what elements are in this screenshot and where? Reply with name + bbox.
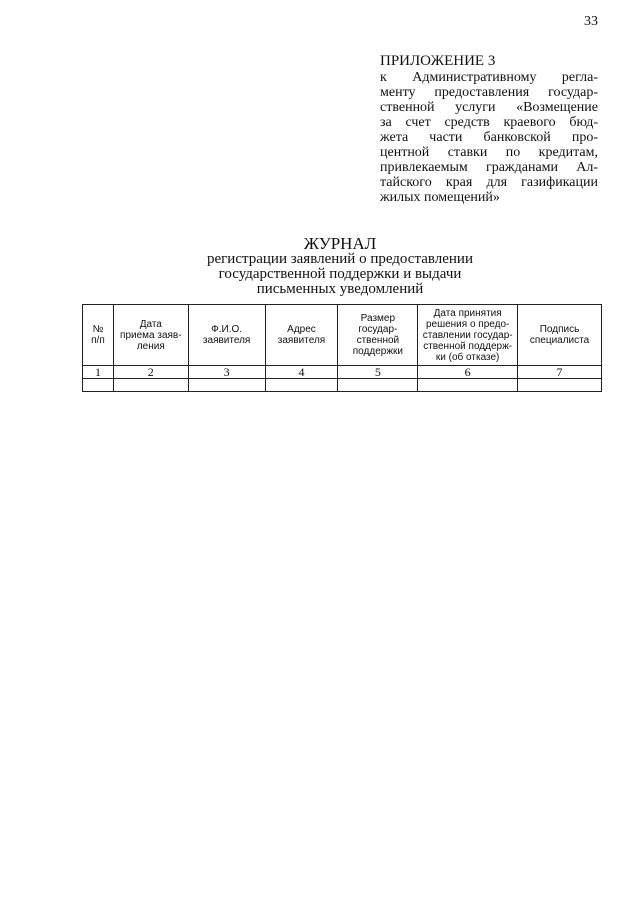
column-header: Адрес заявителя <box>265 305 338 366</box>
column-number: 4 <box>265 366 338 379</box>
appendix-line: ственной услуги «Возмещение <box>380 100 598 115</box>
journal-subtitle-line: государственной поддержки и выдачи <box>218 266 462 282</box>
page-number: 33 <box>584 14 598 29</box>
appendix-line: к Административному регла- <box>380 70 598 85</box>
appendix-title: ПРИЛОЖЕНИЕ 3 <box>380 53 496 69</box>
column-header: № п/п <box>83 305 114 366</box>
table-header-row <box>83 305 602 366</box>
column-number: 3 <box>188 366 265 379</box>
column-number: 6 <box>418 366 518 379</box>
appendix-line: менту предоставления государ- <box>380 85 598 100</box>
column-header: Подпись специалиста <box>518 305 602 366</box>
table-cell <box>338 379 418 392</box>
appendix-line: тайского края для газификации <box>380 175 598 190</box>
column-header: Ф.И.О. заявителя <box>188 305 265 366</box>
journal-heading <box>160 236 520 297</box>
column-number: 2 <box>113 366 188 379</box>
appendix-block <box>380 54 598 205</box>
appendix-line: привлекаемым гражданами Ал- <box>380 160 598 175</box>
table-cell <box>418 379 518 392</box>
table-cell <box>83 379 114 392</box>
table-row <box>83 379 602 392</box>
column-number-row <box>83 366 602 379</box>
appendix-line: центной ставки по кредитам, <box>380 145 598 160</box>
journal-title: ЖУРНАЛ <box>303 234 377 253</box>
table-cell <box>265 379 338 392</box>
column-header: Размер государ- ственной поддержки <box>338 305 418 366</box>
column-number: 7 <box>518 366 602 379</box>
journal-subtitle-line: письменных уведомлений <box>256 281 424 297</box>
column-number: 5 <box>338 366 418 379</box>
column-number: 1 <box>83 366 114 379</box>
table-cell <box>188 379 265 392</box>
appendix-line: жилых помещений» <box>380 190 500 205</box>
table-cell <box>113 379 188 392</box>
column-header: Дата принятия решения о предо- ставлении государ- ственной поддерж- ки (об отказе) <box>418 305 518 366</box>
column-header: Дата приема заяв- ления <box>113 305 188 366</box>
registration-table <box>82 304 602 392</box>
appendix-line: за счет средств краевого бюд- <box>380 115 598 130</box>
appendix-line: жета части банковской про- <box>380 130 598 145</box>
table-cell <box>518 379 602 392</box>
journal-subtitle-line: регистрации заявлений о предоставлении <box>207 251 473 267</box>
